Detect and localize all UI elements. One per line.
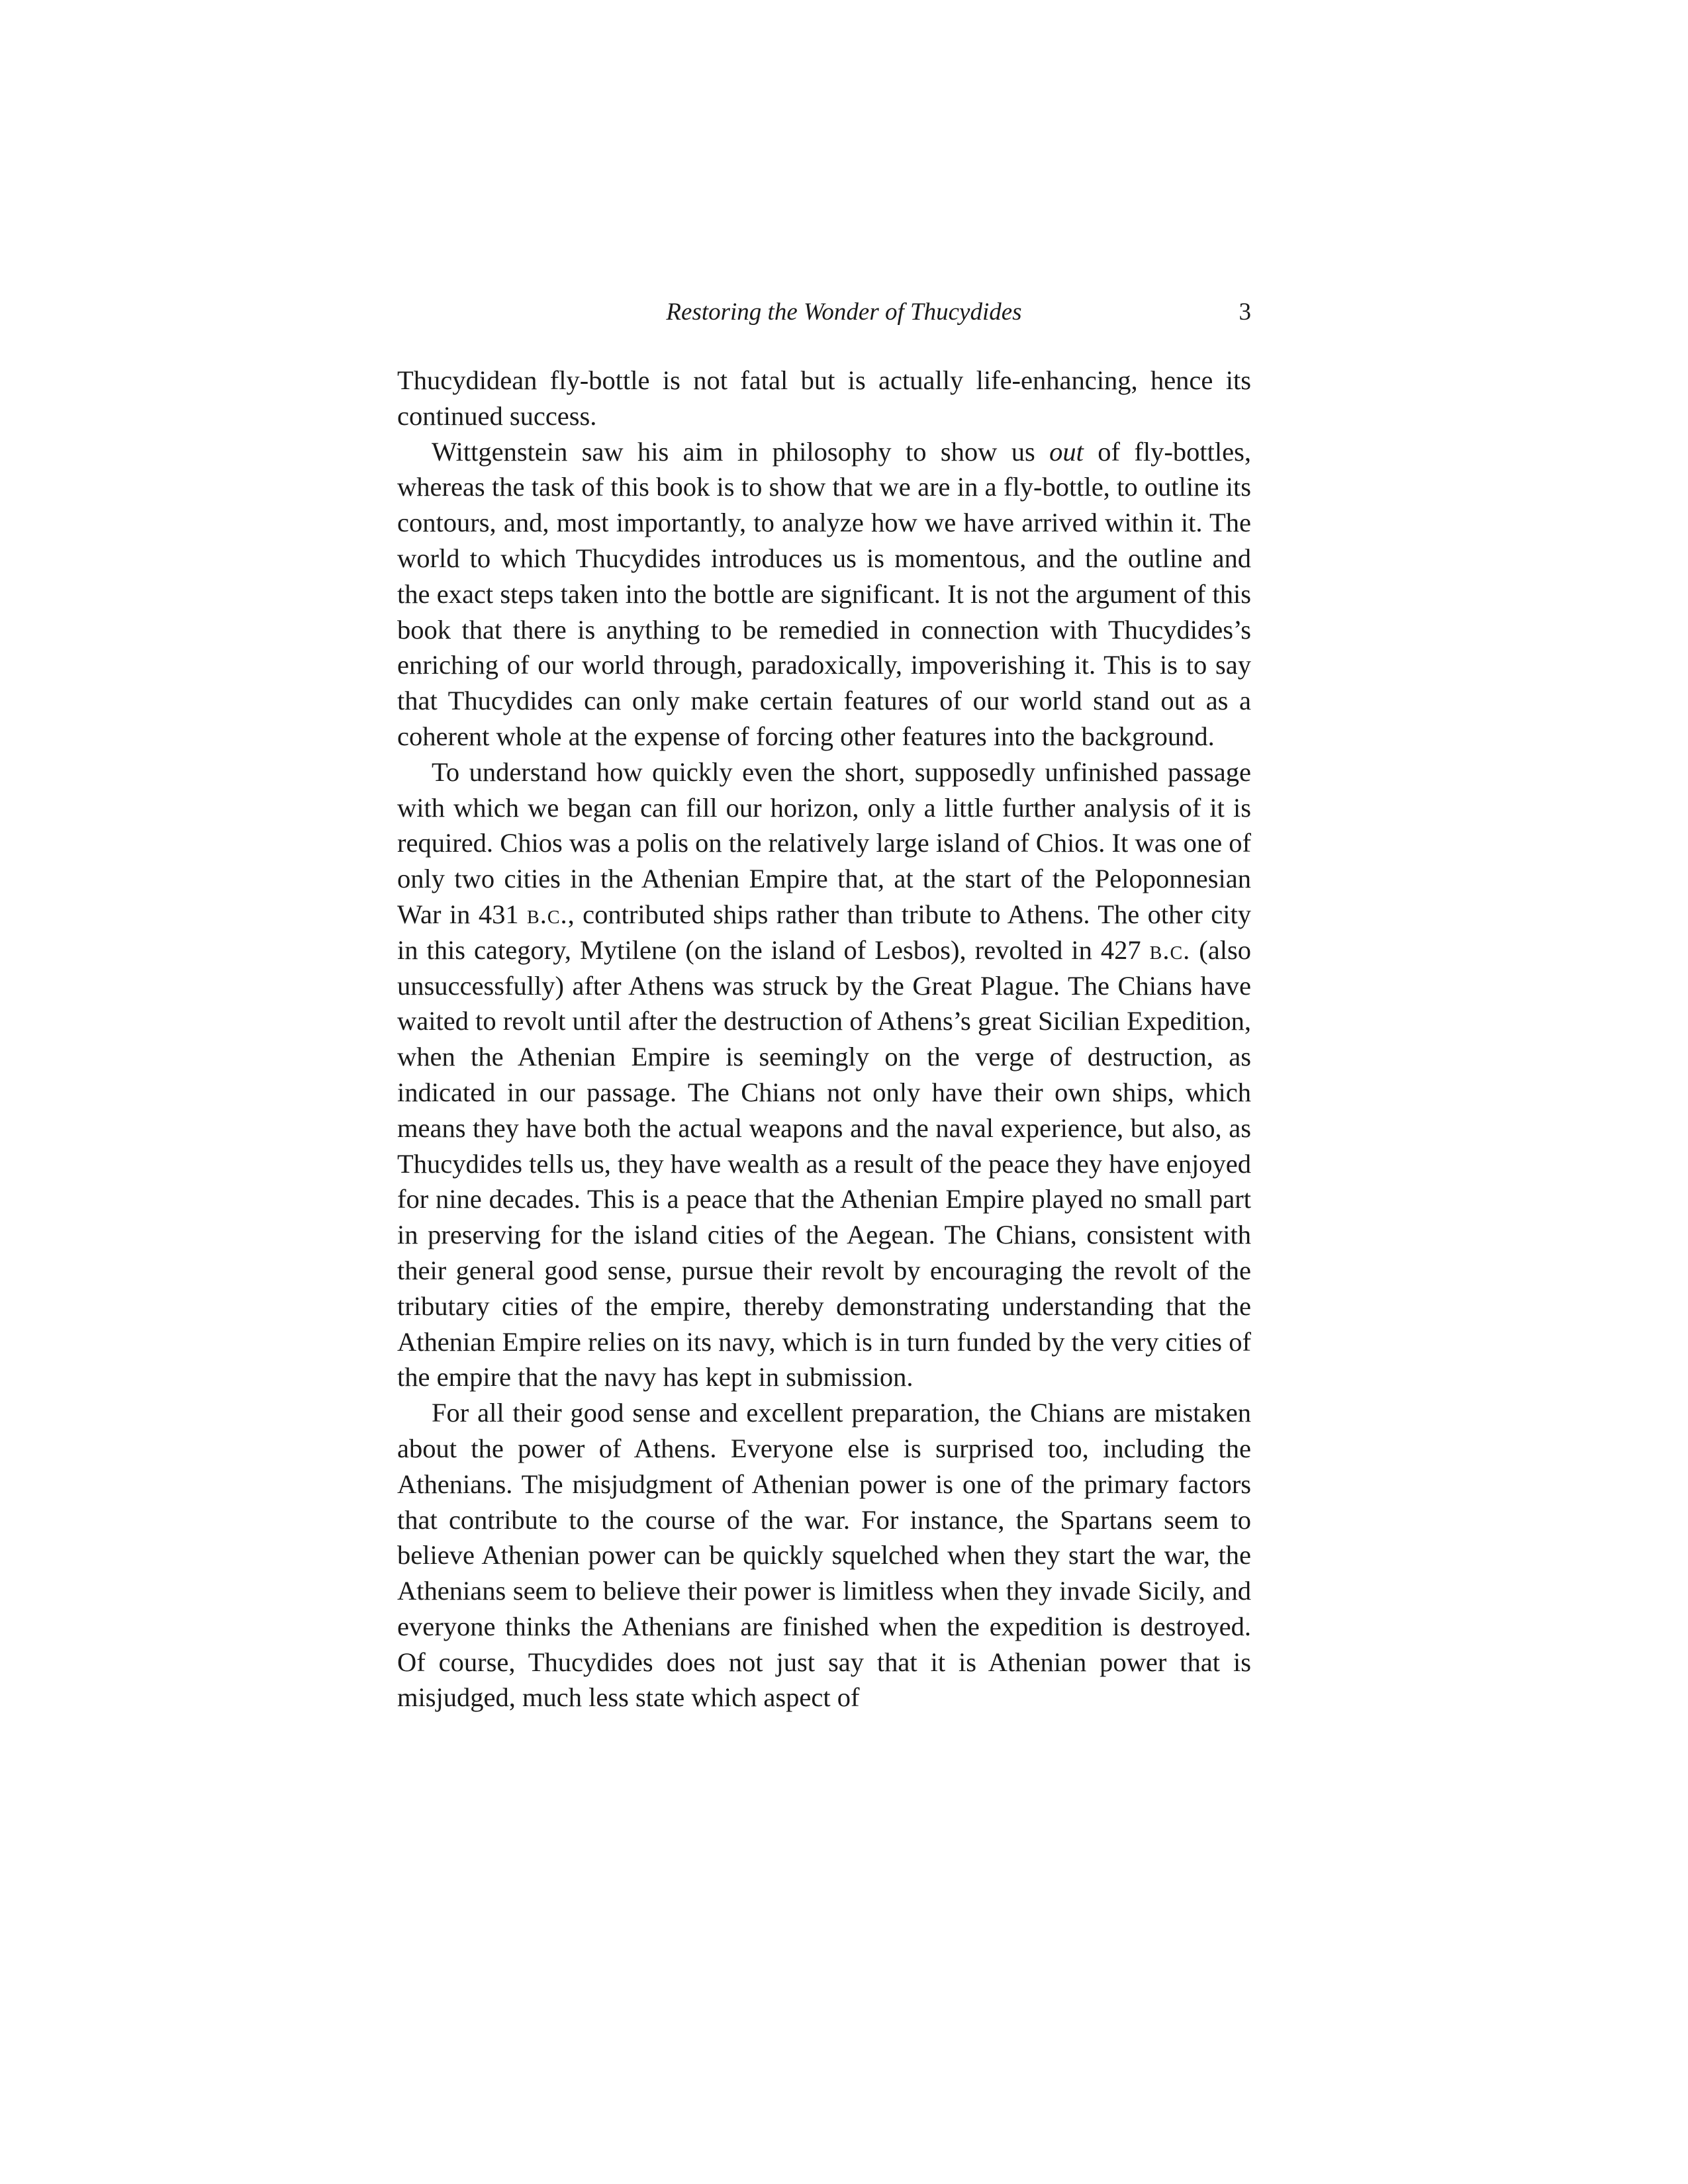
page-number: 3 bbox=[1239, 298, 1251, 326]
body-text bbox=[397, 363, 1251, 1715]
paragraph-3 bbox=[397, 754, 1251, 1395]
paragraph-3-text-a: To understand how quickly even the short, supposedly unfinished passage with which we began can fill our horizon, only a little further analysis of it is required. Chios was a polis on the relatively large island of Chios. It was one of only two cities in the Athenian Empire that, at the start of the Peloponnesian War in 431 bbox=[397, 756, 1251, 929]
emphasis-out: out bbox=[1049, 436, 1084, 467]
paragraph-3-text-c: (also unsuccessfully) after Athens was struck by the Great Plague. The Chians have waited to revolt until after the destruction of Athens’s great Sicilian Expedition, when the Athenian Empire is seemingly on the verge of destruction, as indicated in our passage. The Chians not only have their own ships, which means they have both the actual weapons and the naval experience, but also, as Thucydides tells us, they have wealth as a result of the peace they have enjoyed for nine decades. This is a peace that the Athenian Empire played no small part in preserving for the island cities of the Aegean. The Chians, consistent with their general good sense, pursue their revolt by encouraging the revolt of the tributary cities of the empire, thereby demonstrating understanding that the Athenian Empire relies on its navy, which is in turn funded by the very cities of the empire that the navy has kept in submission. bbox=[397, 934, 1251, 1392]
running-title: Restoring the Wonder of Thucydides bbox=[666, 298, 1022, 326]
paragraph-2 bbox=[397, 434, 1251, 754]
paragraph-2-text-b: of fly-bottles, whereas the task of this book is to show that we are in a fly-bottle, to outline its contours, and, most importantly, to analyze how we have arrived within it. The world to which Thucydides introduces us is momentous, and the outline and the exact steps taken into the bottle are significant. It is not the argument of this book that there is anything to be remedied in connection with Thucydides’s enriching of our world through, paradoxically, impoverishing it. This is to say that Thucydides can only make certain features of our world stand out as a coherent whole at the expense of forcing other features into the background. bbox=[397, 436, 1251, 751]
page-header bbox=[0, 293, 1688, 332]
paragraph-2-text-a: Wittgenstein saw his aim in philosophy to show us bbox=[432, 436, 1050, 467]
era-abbreviation: b.c. bbox=[527, 899, 568, 929]
paragraph-4: For all their good sense and excellent preparation, the Chians are mistaken about the power of Athens. Everyone else is surprised too, including the Athenians. The misjudgment of Athenian power is one of the primary factors that contribute to the course of the war. For instance, the Spartans seem to believe Athenian power can be quickly squelched when they start the war, the Athenians seem to believe their power is limitless when they invade Sicily, and everyone thinks the Athenians are finished when the expedition is destroyed. Of course, Thucydides does not just say that it is Athenian power that is misjudged, much less state which aspect of bbox=[397, 1398, 1251, 1713]
era-abbreviation: b.c. bbox=[1149, 934, 1191, 965]
paragraph-1: Thucydidean fly-bottle is not fatal but is actually life-enhancing, hence its continued success. bbox=[397, 365, 1251, 431]
paragraph-3-text-b: , contributed ships rather than tribute to Athens. The other city in this category, Mytilene (on the island of Lesbos), revolted in 427 bbox=[397, 899, 1252, 965]
